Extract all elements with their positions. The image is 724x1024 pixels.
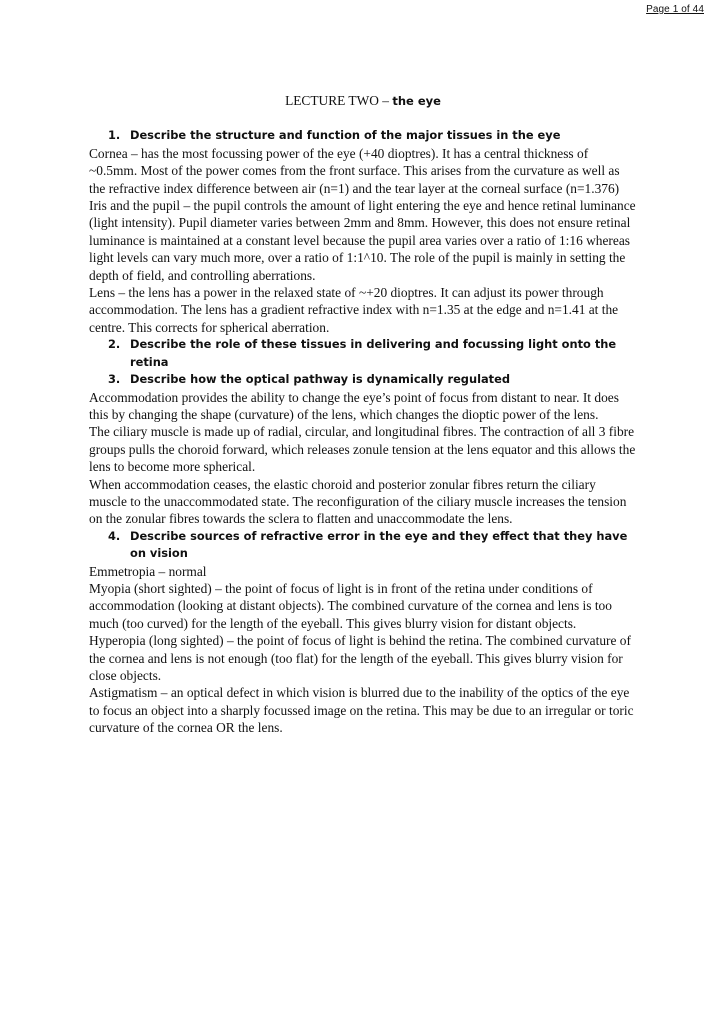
title-dash: – — [378, 93, 393, 108]
section-4-title: Describe sources of refractive error in the eye and they effect that they have on vision — [130, 528, 628, 561]
paragraph-ciliary-muscle: The ciliary muscle is made up of radial, circular, and longitudinal fibres. The contraction of all 3 fibre groups pulls the choroid forward, which releases zonule tension at the lens equator and this allows the lens to become more spherical. — [89, 424, 636, 475]
document-title — [89, 92, 637, 110]
section-1-title: Describe the structure and function of the major tissues in the eye — [130, 128, 561, 143]
title-sub: the eye — [392, 94, 441, 108]
section-3-title: Describe how the optical pathway is dynamically regulated — [130, 372, 510, 387]
section-1-number: 1. — [108, 128, 121, 143]
section-2-title: Describe the role of these tissues in delivering and focussing light onto the retina — [130, 337, 617, 369]
paragraph-accommodation: Accommodation provides the ability to change the eye’s point of focus from distant to near. It does this by changing the shape (curvature) of the lens, which changes the dioptic power of the lens. — [89, 389, 619, 422]
section-4-number: 4. — [108, 528, 121, 543]
document-body — [89, 92, 637, 737]
paragraph-hyperopia: Hyperopia (long sighted) – the point of focus of light is behind the retina. The combined curvature of the cornea and lens is not enough (too flat) for the length of the eyeball. This gives blurry vision for close objects. — [89, 633, 631, 683]
section-2-heading — [89, 336, 637, 371]
paragraph-iris-pupil: Iris and the pupil – the pupil controls the amount of light entering the eye and hence retinal luminance (light intensity). Pupil diameter varies between 2mm and 8mm. However, this does not ensure retinal luminance is maintained at a constant level because the pupil area varies over a ratio of 1:16 whereas light levels can vary much more, over a ratio of 1:1^10. The role of the pupil is mainly in setting the depth of field, and controlling aberrations. — [89, 198, 636, 283]
paragraph-emmetropia: Emmetropia – normal — [89, 563, 207, 579]
section-1-heading — [89, 127, 637, 144]
paragraph-cornea: Cornea – has the most focussing power of the eye (+40 dioptres). It has a central thickness of ~0.5mm. Most of the power comes from the front surface. This arises from the curvature as well as the refractive index difference between air (n=1) and the tear layer at the corneal surface (n=1.376) — [89, 145, 620, 196]
paragraph-accommodation-ceases: When accommodation ceases, the elastic choroid and posterior zonular fibres return the ciliary muscle to the unaccommodated state. The reconfiguration of the ciliary muscle increases the tension on the zonular fibres towards the sclera to flatten and unaccommodate the lens. — [89, 476, 627, 527]
title-main: LECTURE TWO — [285, 93, 379, 108]
page-number: Page 1 of 44 — [646, 4, 704, 15]
paragraph-astigmatism: Astigmatism – an optical defect in which vision is blurred due to the inability of the optics of the eye to focus an object into a sharply focussed image on the retina. This may be due to an irregular or toric curvature of the cornea OR the lens. — [89, 685, 634, 736]
section-3-heading — [89, 371, 637, 388]
section-4-heading — [89, 528, 637, 563]
paragraph-myopia: Myopia (short sighted) – the point of focus of light is in front of the retina under conditions of accommodation (looking at distant objects). The combined curvature of the cornea and lens is too much (too curved) for the length of the eyeball. This gives blurry vision for distant objects. — [89, 580, 612, 631]
paragraph-lens: Lens – the lens has a power in the relaxed state of ~+20 dioptres. It can adjust its power through accommodation. The lens has a gradient refractive index with n=1.35 at the edge and n=1.41 at the centre. This corrects for spherical aberration. — [89, 285, 619, 335]
section-2-number: 2. — [108, 337, 121, 352]
section-3-number: 3. — [108, 372, 121, 387]
